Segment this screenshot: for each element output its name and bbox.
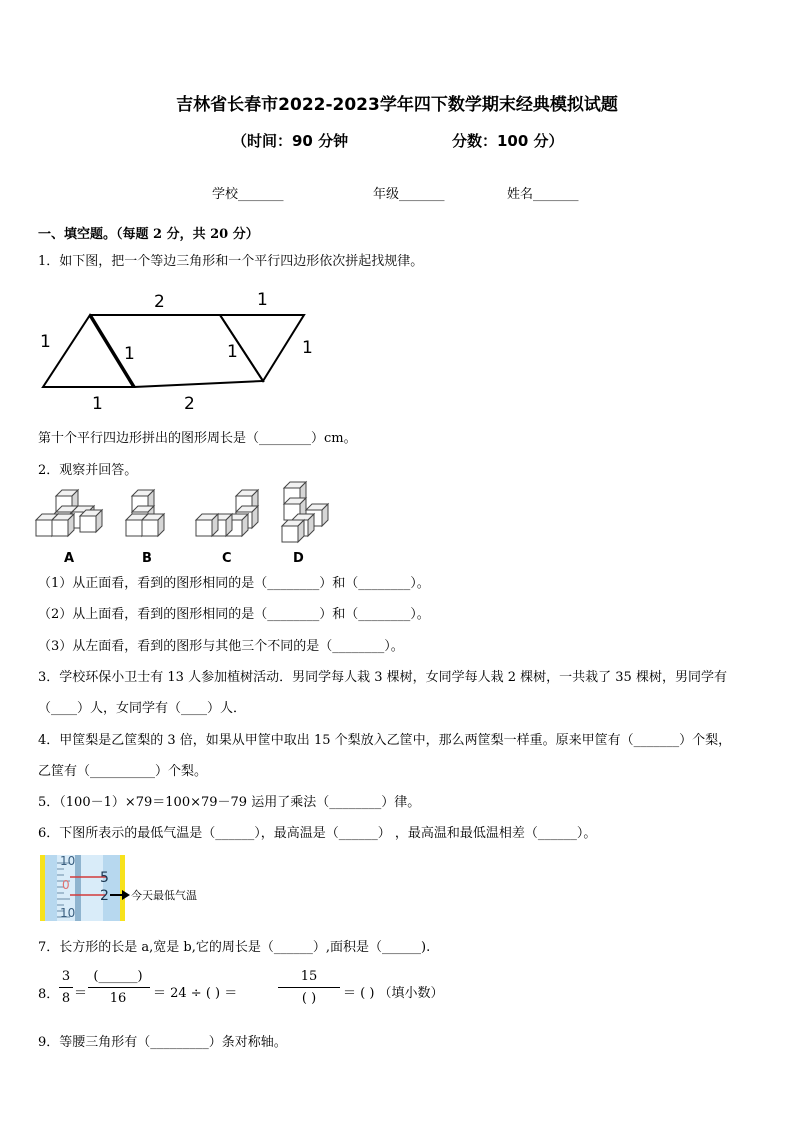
- question-4-line-1: 4．甲筐梨是乙筐梨的 3 倍，如果从甲筐中取出 15 个梨放入乙筐中，那么两筐梨一样重。原来甲筐有（_______）个梨，: [38, 733, 732, 748]
- figure-label: 1: [124, 344, 135, 364]
- figure-label: 1: [227, 342, 238, 362]
- fraction-1-denominator: 8: [61, 991, 71, 1006]
- figure-label: A: [64, 551, 75, 566]
- figure-label: 2: [154, 292, 165, 312]
- section-heading: 一、填空题。（每题 2 分，共 20 分）: [38, 227, 259, 242]
- fraction-2-denominator: 16: [109, 991, 127, 1006]
- name-field: 姓名_______: [507, 187, 579, 202]
- thermo-label: 0: [62, 878, 70, 892]
- figure-label: 1: [302, 338, 313, 358]
- fraction-bar: [59, 987, 73, 988]
- question-7-text: 7．长方形的长是 a,宽是 b,它的周长是（______）,面积是（______).: [38, 940, 431, 955]
- question-3-line-2: （____）人，女同学有（____）人．: [38, 701, 247, 716]
- question-1-text: 1．如下图，把一个等边三角形和一个平行四边形依次拼起找规律。: [38, 254, 424, 269]
- figure-label: 1: [40, 332, 51, 352]
- question-1-answer-line: 第十个平行四边形拼出的图形周长是（________）cm。: [38, 431, 357, 446]
- figure-label: 1: [257, 290, 268, 310]
- question-8-number: 8．: [38, 987, 60, 1002]
- thermo-label: 2: [100, 888, 109, 904]
- fraction-1-numerator: 3: [61, 969, 71, 984]
- question-2-part-3: （3）从左面看，看到的图形与其他三个不同的是（________）。: [38, 639, 404, 654]
- fraction-3-numerator: 15: [300, 969, 318, 984]
- question-5-text: 5．（100－1）×79＝100×79－79 运用了乘法（________）律。: [38, 795, 421, 810]
- score-label: 分数：100 分）: [452, 132, 564, 150]
- question-9-text: 9．等腰三角形有（_________）条对称轴。: [38, 1035, 287, 1050]
- triangle-parallelogram-figure: [30, 285, 330, 415]
- page-title: 吉林省长春市2022-2023学年四下数学期末经典模拟试题: [176, 95, 618, 115]
- cube-figures: [30, 480, 340, 570]
- fraction-3-denominator: ( ): [301, 991, 317, 1006]
- thermometer-figure: [40, 855, 210, 921]
- time-label: （时间：90 分钟: [232, 132, 349, 150]
- thermo-label: 10: [60, 854, 76, 868]
- question-2-part-1: （1）从正面看，看到的图形相同的是（________）和（________）。: [38, 576, 430, 591]
- equals-sign: ＝: [74, 986, 88, 1001]
- figure-label: 2: [184, 394, 195, 414]
- figure-label: B: [142, 551, 152, 566]
- question-2-part-2: （2）从上面看，看到的图形相同的是（________）和（________）。: [38, 607, 430, 622]
- school-field: 学校_______: [212, 187, 284, 202]
- thermo-label: 10: [60, 906, 76, 920]
- decimal-answer-blank: ＝ ( ) （填小数）: [343, 986, 444, 1001]
- figure-label: D: [293, 551, 304, 566]
- figure-label: 1: [92, 394, 103, 414]
- question-4-line-2: 乙筐有（__________）个梨。: [38, 764, 208, 779]
- question-3-line-1: 3．学校环保小卫士有 13 人参加植树活动．男同学每人栽 3 棵树，女同学每人栽 2 棵树，一共栽了 35 棵树，男同学有: [38, 670, 727, 685]
- figure-label: C: [222, 551, 232, 566]
- fraction-bar: [278, 987, 340, 988]
- fraction-2-numerator: (______): [93, 969, 143, 984]
- question-2-text: 2．观察并回答。: [38, 463, 138, 478]
- thermo-caption: 今天最低气温: [131, 889, 197, 902]
- question-6-text: 6．下图所表示的最低气温是（______），最高温是（______） ，最高温和最低温相差（______）。: [38, 826, 597, 841]
- division-expression: ＝ 24 ÷ ( ) ＝: [153, 986, 238, 1001]
- thermo-label: 5: [100, 870, 109, 886]
- grade-field: 年级_______: [373, 187, 445, 202]
- fraction-bar: [88, 987, 150, 988]
